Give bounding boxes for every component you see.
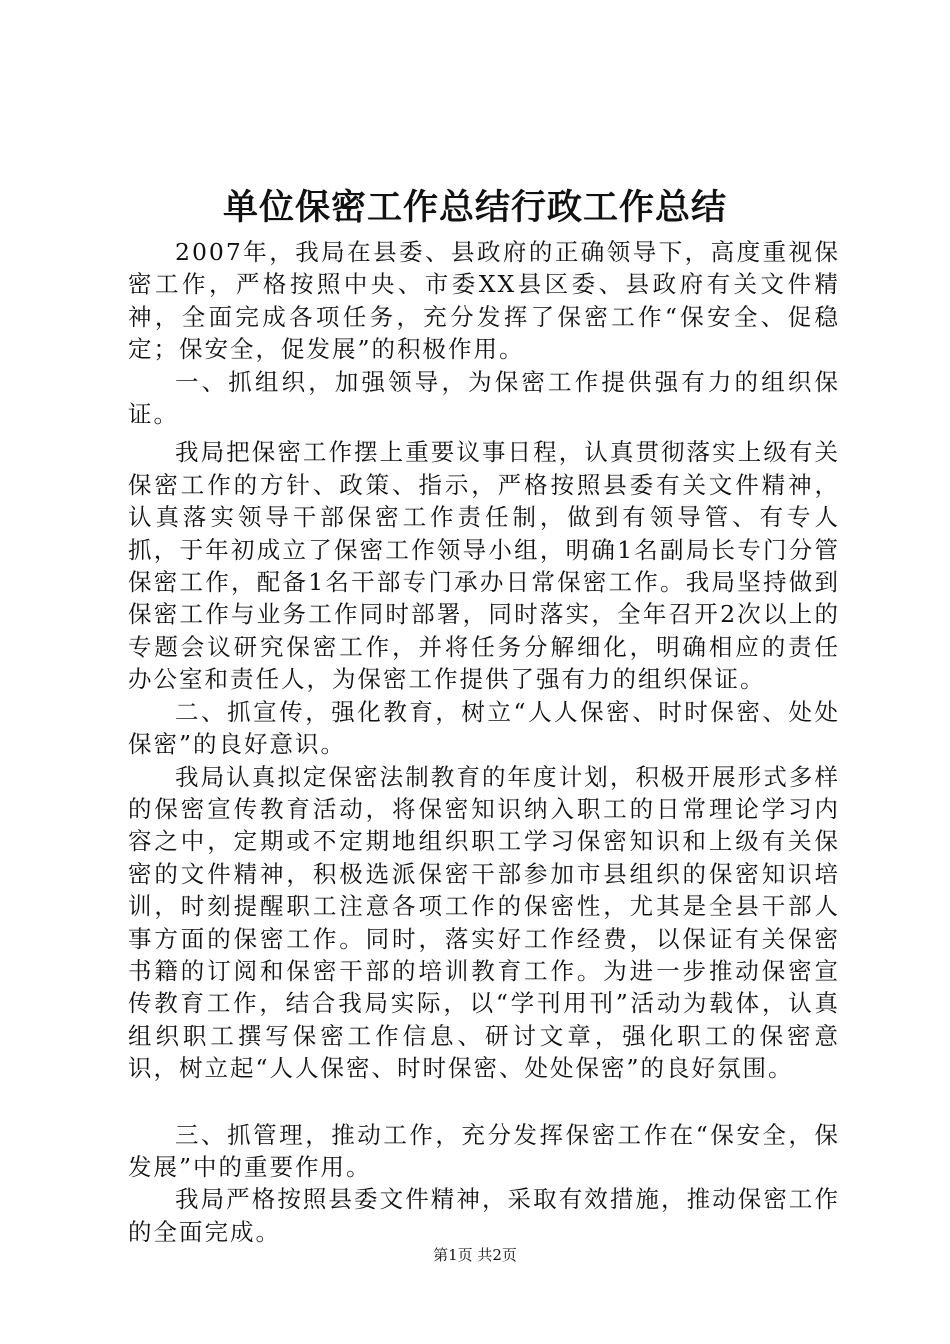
section-heading-3: 三、抓管理，推动工作，充分发挥保密工作在“保安全，保发展”中的重要作用。 (128, 1120, 840, 1181)
page-number-footer: 第1页 共2页 (433, 1246, 517, 1264)
section-heading-2: 二、抓宣传，强化教育，树立“人人保密、时时保密、处处保密”的良好意识。 (128, 697, 840, 759)
document-body (128, 236, 840, 1248)
paragraph-section-3: 我局严格按照县委文件精神，采取有效措施，推动保密工作的全面完成。 (128, 1185, 840, 1246)
document-title: 单位保密工作总结行政工作总结 (222, 187, 727, 228)
paragraph-section-2: 我局认真拟定保密法制教育的年度计划，积极开展形式多样的保密宣传教育活动，将保密知识纳入职工的日常理论学习内容之中，定期或不定期地组织职工学习保密知识和上级有关保密的文件精神，积极选派保密干部参加市县组织的保密知识培训，时刻提醒职工注意各项工作的保密性，尤其是全县干部人事方面的保密工作。同时，落实好工作经费，以保证有关保密书籍的订阅和保密干部的培训教育工作。为进一步推动保密宣传教育工作，结合我局实际，以“学刊用刊”活动为载体，认真组织职工撰写保密工作信息、研讨文章，强化职工的保密意识，树立起“人人保密、时时保密、处处保密”的良好氛围。 (128, 762, 840, 1083)
paragraph-intro: 2007年，我局在县委、县政府的正确领导下，高度重视保密工作，严格按照中央、市委XX县区委、县政府有关文件精神，全面完成各项任务，充分发挥了保密工作“保安全、促稳定；保安全，促发展”的积极作用。 (128, 238, 840, 364)
section-heading-1: 一、抓组织，加强领导，为保密工作提供强有力的组织保证。 (128, 367, 840, 429)
paragraph-section-1: 我局把保密工作摆上重要议事日程，认真贯彻落实上级有关保密工作的方针、政策、指示，严格按照县委有关文件精神，认真落实领导干部保密工作责任制，做到有领导管、有专人抓，于年初成立了保密工作领导小组，明确1名副局长专门分管保密工作，配备1名干部专门承办日常保密工作。我局坚持做到保密工作与业务工作同时部署，同时落实，全年召开2次以上的专题会议研究保密工作，并将任务分解细化，明确相应的责任办公室和责任人，为保密工作提供了强有力的组织保证。 (128, 438, 840, 694)
